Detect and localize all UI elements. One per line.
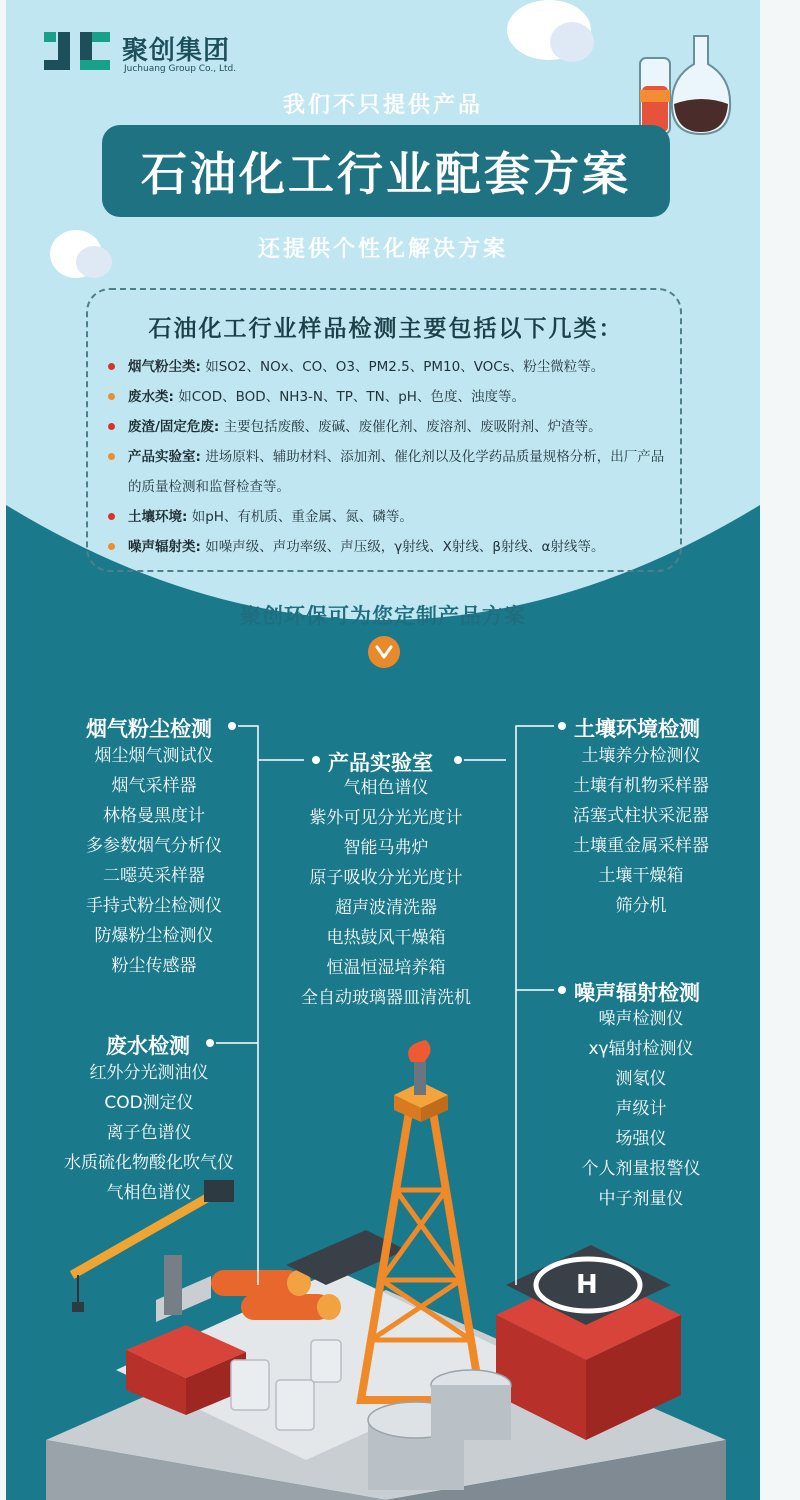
- info-item-label: 噪声辐射类:: [128, 539, 201, 555]
- info-item-text: 如SO2、NOx、CO、O3、PM2.5、PM10、VOCs、粉尘微粒等。: [200, 359, 605, 375]
- product-item[interactable]: 二噁英采样器: [103, 866, 205, 886]
- category-node: [558, 986, 566, 994]
- noise-list: [546, 1004, 736, 1214]
- soil-list: [546, 741, 736, 921]
- product-item[interactable]: 防爆粉尘检测仪: [94, 926, 214, 946]
- product-item[interactable]: 超声波清洗器: [335, 898, 437, 918]
- product-item[interactable]: COD测定仪: [104, 1093, 194, 1113]
- product-item[interactable]: 活塞式柱状采泥器: [573, 806, 709, 826]
- product-item[interactable]: 多参数烟气分析仪: [86, 836, 222, 856]
- product-item[interactable]: 全自动玻璃器皿清洗机: [301, 988, 471, 1008]
- product-item[interactable]: 烟尘烟气测试仪: [94, 746, 214, 766]
- category-title-noise: 噪声辐射检测: [574, 981, 700, 1005]
- brand-name-en: Juchuang Group Co., Ltd.: [124, 64, 237, 74]
- info-item-text: 主要包括废酸、废碱、废催化剂、废溶剂、废吸附剂、炉渣等。: [219, 419, 602, 435]
- wastewater-list: [44, 1058, 254, 1208]
- product-item[interactable]: 林格曼黑度计: [103, 806, 205, 826]
- product-item[interactable]: 中子剂量仪: [598, 1189, 684, 1209]
- product-item[interactable]: 电热鼓风干燥箱: [326, 928, 446, 948]
- info-item-text: 如COD、BOD、NH3-N、TP、TN、pH、色度、浊度等。: [173, 389, 525, 405]
- category-node: [228, 722, 236, 730]
- product-item[interactable]: 粉尘传感器: [111, 956, 197, 976]
- product-item[interactable]: 测氡仪: [615, 1069, 667, 1089]
- info-item-text: 如噪声级、声功率级、声压级，γ射线、X射线、β射线、α射线等。: [200, 539, 605, 555]
- product-item[interactable]: 红外分光测油仪: [89, 1063, 209, 1083]
- info-item-label: 废水类:: [128, 389, 174, 405]
- product-item[interactable]: 手持式粉尘检测仪: [86, 896, 222, 916]
- flue-gas-list: [54, 741, 254, 981]
- product-item[interactable]: 声级计: [615, 1099, 667, 1119]
- product-item[interactable]: 个人剂量报警仪: [581, 1159, 701, 1179]
- info-item-label: 土壤环境:: [128, 509, 188, 525]
- page-title: 石油化工行业配套方案: [141, 147, 631, 201]
- info-item-label: 产品实验室:: [128, 449, 201, 465]
- poster: [6, 0, 760, 1500]
- product-item[interactable]: 水质硫化物酸化吹气仪: [64, 1153, 234, 1173]
- product-item[interactable]: 原子吸收分光光度计: [309, 868, 463, 888]
- product-item[interactable]: 紫外可见分光光度计: [309, 808, 463, 828]
- category-title-water: 废水检测: [106, 1034, 190, 1058]
- category-title-soil: 土壤环境检测: [574, 717, 700, 741]
- info-item-text: 如pH、有机质、重金属、氮、磷等。: [187, 509, 413, 525]
- lab-list: [276, 773, 496, 1013]
- product-item[interactable]: xγ辐射检测仪: [588, 1039, 694, 1059]
- product-item[interactable]: 筛分机: [615, 896, 667, 916]
- product-item[interactable]: 土壤养分检测仪: [581, 746, 701, 766]
- custom-heading: 聚创环保可为您定制产品方案: [240, 604, 526, 628]
- tagline-top: 我们不只提供产品: [282, 93, 483, 118]
- category-title-flue: 烟气粉尘检测: [86, 717, 212, 741]
- category-node: [312, 756, 320, 764]
- product-item[interactable]: 烟气采样器: [111, 776, 197, 796]
- product-item[interactable]: 土壤干燥箱: [598, 866, 684, 886]
- product-item[interactable]: 恒温恒湿培养箱: [326, 958, 446, 978]
- info-item-text: 进场原料、辅助材料、添加剂、催化剂以及化学药品质量规格分析，出厂产品的质量检测和监督检查等。: [128, 449, 665, 495]
- product-item[interactable]: 土壤重金属采样器: [573, 836, 709, 856]
- product-item[interactable]: 离子色谱仪: [106, 1123, 192, 1143]
- product-item[interactable]: 气相色谱仪: [343, 778, 429, 798]
- product-item[interactable]: 噪声检测仪: [598, 1009, 684, 1029]
- info-item-label: 烟气粉尘类:: [128, 359, 201, 375]
- tagline-bottom: 还提供个性化解决方案: [257, 237, 508, 262]
- category-node: [206, 1039, 214, 1047]
- info-item-label: 废渣/固定危废:: [128, 419, 220, 435]
- product-item[interactable]: 场强仪: [615, 1129, 667, 1149]
- category-title-lab: 产品实验室: [328, 751, 433, 775]
- product-item[interactable]: 土壤有机物采样器: [573, 776, 709, 796]
- svg-text:H: H: [576, 1270, 598, 1300]
- category-node: [558, 722, 566, 730]
- product-item[interactable]: 气相色谱仪: [106, 1183, 192, 1203]
- info-heading: 石油化工行业样品检测主要包括以下几类：: [148, 316, 624, 342]
- product-item[interactable]: 智能马弗炉: [343, 838, 429, 858]
- brand-name: 聚创集团: [122, 36, 231, 66]
- category-node: [454, 756, 462, 764]
